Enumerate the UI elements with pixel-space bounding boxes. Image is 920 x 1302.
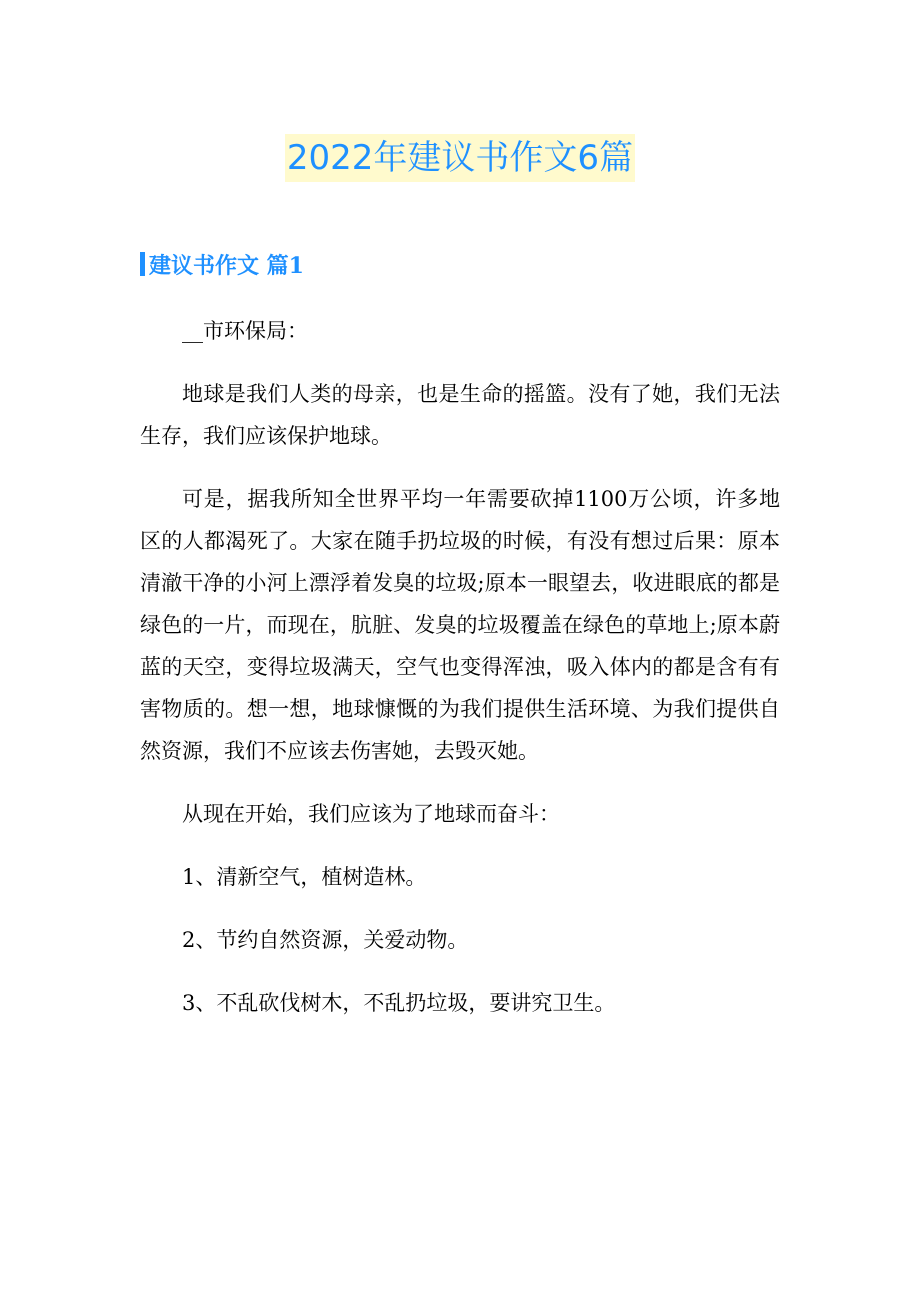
list-item: 1、清新空气，植树造林。 xyxy=(182,865,427,889)
section-heading xyxy=(140,250,304,278)
title-container xyxy=(0,134,920,182)
section-heading-text: 建议书作文 篇1 xyxy=(149,252,304,279)
paragraph: 地球是我们人类的母亲，也是生命的摇篮。没有了她，我们无法生存，我们应该保护地球。 xyxy=(140,382,780,448)
paragraph-salutation: __市环保局： xyxy=(182,319,308,343)
paragraph: 可是，据我所知全世界平均一年需要砍掉1100万公顷，许多地区的人都渴死了。大家在随手扔垃圾的时候，有没有想过后果：原本清澈干净的小河上漂浮着发臭的垃圾;原本一眼望去，收进眼底的都是绿色的一片，而现在，肮脏、发臭的垃圾覆盖在绿色的草地上;原本蔚蓝的天空，变得垃圾满天，空气也变得浑浊，吸入体内的都是含有有害物质的。想一想，地球慷慨的为我们提供生活环境、为我们提供自然资源，我们不应该去伤害她，去毁灭她。 xyxy=(140,487,780,763)
document-body xyxy=(140,310,780,1045)
document-title: 2022年建议书作文6篇 xyxy=(285,134,635,182)
list-item: 3、不乱砍伐树木，不乱扔垃圾，要讲究卫生。 xyxy=(182,991,616,1015)
paragraph: 从现在开始，我们应该为了地球而奋斗： xyxy=(182,802,560,826)
heading-marker-bar xyxy=(140,252,145,276)
list-item: 2、节约自然资源，关爱动物。 xyxy=(182,928,469,952)
